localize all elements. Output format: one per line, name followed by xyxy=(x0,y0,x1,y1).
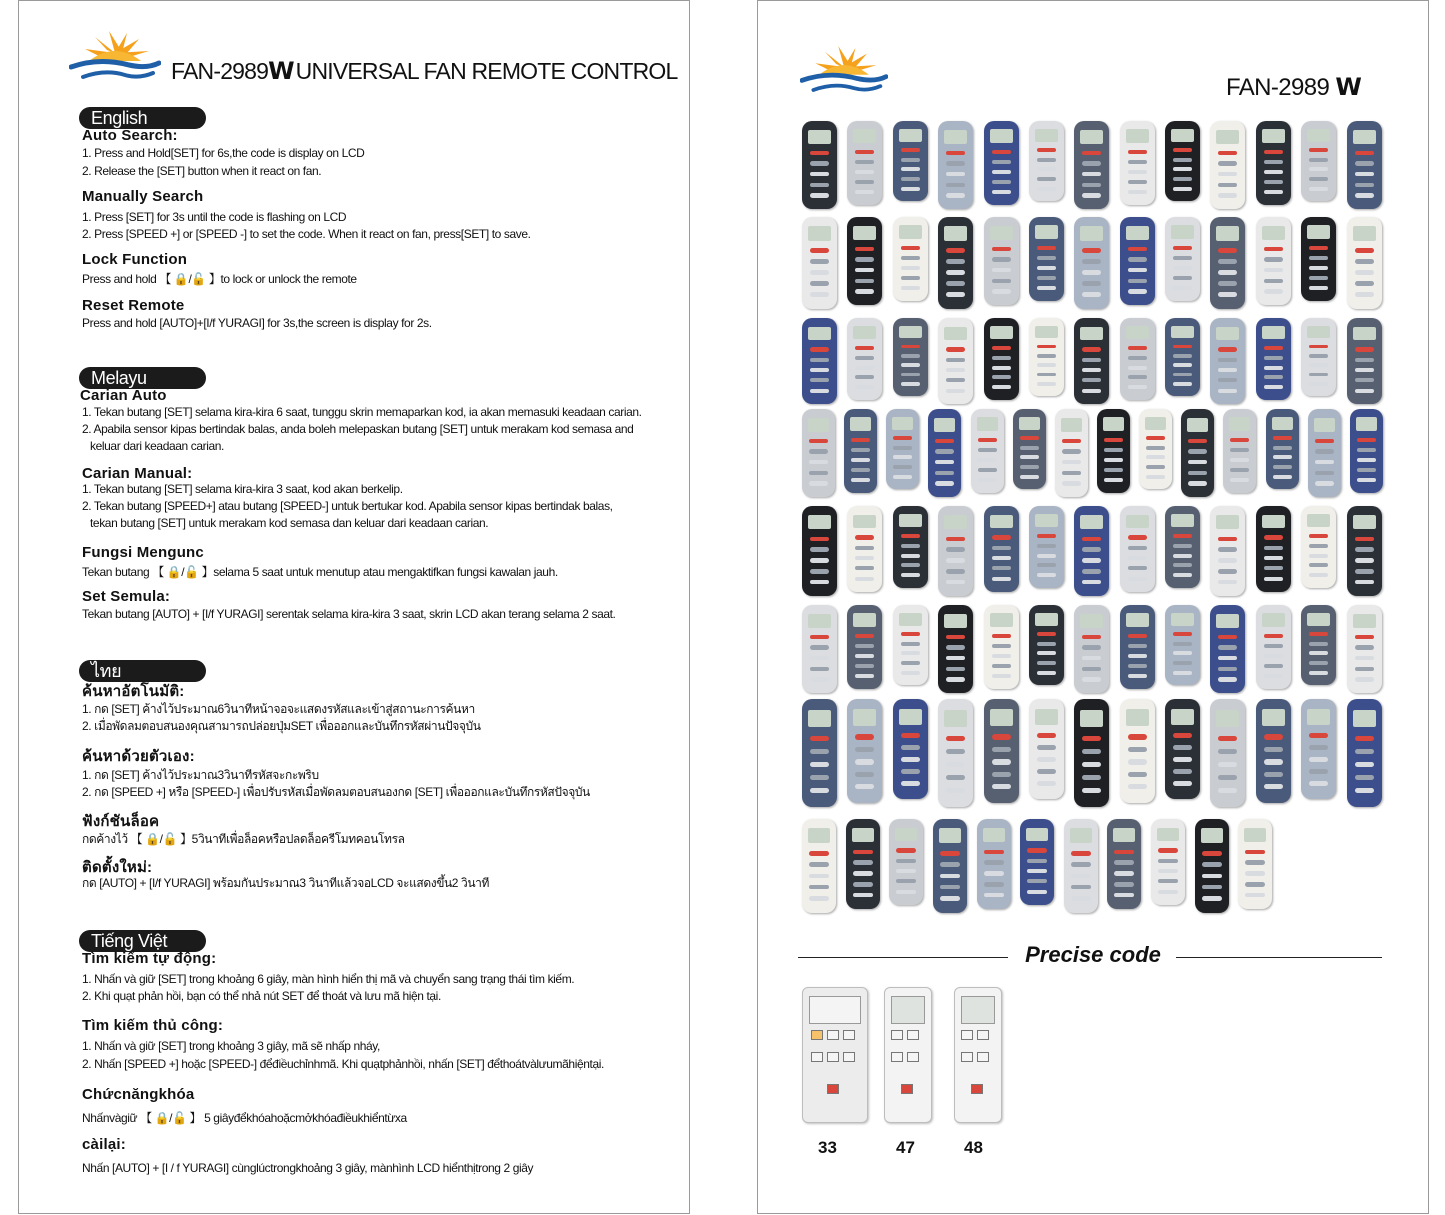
language-tab: ไทย xyxy=(79,660,206,682)
fan-remote-image xyxy=(802,506,837,596)
instruction-line: กดค้างไว้ 【 🔒/🔓 】5วินาทีเพื่อล็อคหรือปลดล็อครีโมทคอนโทรล xyxy=(82,832,405,846)
fan-remote-image xyxy=(847,121,882,205)
fan-remote-image xyxy=(1165,506,1200,588)
code-number: 47 xyxy=(896,1138,915,1157)
fan-remote-image xyxy=(984,605,1019,689)
section-heading: Fungsi Mengunc xyxy=(82,544,204,561)
instruction-line: 2. เมื่อพัดลมตอบสนองคุณสามารถปล่อยปุ่มSET เพื่อออกและบันทึกรหัสผ่านปัจจุบัน xyxy=(82,719,481,733)
fan-remote-image xyxy=(1210,217,1245,309)
fan-remote-image xyxy=(893,699,928,799)
fan-remote-image xyxy=(1074,605,1109,693)
fan-remote-image xyxy=(1350,409,1383,493)
fan-remote-image xyxy=(1029,217,1064,301)
section-heading: Set Semula: xyxy=(82,588,171,605)
manual-right-page xyxy=(757,0,1429,1214)
fan-remote-image xyxy=(984,699,1019,803)
fan-remote-image xyxy=(1301,121,1336,201)
fan-remote-image xyxy=(802,605,837,693)
instruction-line: 1. กด [SET] ค้างไว้ประมาณ3วินาทีรหัสจะกะพริบ xyxy=(82,768,319,782)
fan-remote-image xyxy=(847,318,882,400)
instruction-line: Nhấn [AUTO] + [I / f YURAGI] cùnglúctrongkhoảng 3 giây, mànhình LCD hiểnthịtrong 2 giây xyxy=(82,1161,534,1175)
fan-remote-image xyxy=(1266,409,1299,489)
fan-remote-image xyxy=(1120,699,1155,803)
fan-remote-image xyxy=(1074,217,1109,309)
fan-remote-image xyxy=(1301,506,1336,588)
fan-remote-image xyxy=(1210,699,1245,807)
remote-row xyxy=(802,819,1402,909)
code-number: 48 xyxy=(964,1138,983,1157)
fan-remote-image xyxy=(1064,819,1098,913)
remote-row xyxy=(802,217,1402,307)
fan-remote-image xyxy=(938,699,973,807)
fan-remote-image xyxy=(984,217,1019,305)
language-tab: English xyxy=(79,107,206,129)
fan-remote-image xyxy=(1256,121,1291,205)
remote-row xyxy=(802,409,1402,499)
fan-remote-image xyxy=(1347,121,1382,209)
fan-remote-image xyxy=(847,699,882,803)
instruction-line: 2. Tekan butang [SPEED+] atau butang [SPEED-] untuk bertukar kod. Apabila sensor kipas bertindak balas, xyxy=(82,499,613,513)
fan-remote-image xyxy=(1151,819,1185,905)
fan-remote-image xyxy=(984,121,1019,205)
fan-remote-image xyxy=(1301,217,1336,301)
fan-remote-image xyxy=(1055,409,1088,497)
fan-remote-image xyxy=(893,605,928,685)
fan-remote-image xyxy=(802,217,837,309)
fan-remote-image xyxy=(938,318,973,404)
instruction-line: 2. กด [SPEED +] หรือ [SPEED-] เพื่อปรับรหัสเมื่อพัดลมตอบสนองกด [SET] เพื่อออกและบันทึกรหัสปัจจุบัน xyxy=(82,785,590,799)
section-heading: Chứcnăngkhóa xyxy=(82,1086,195,1103)
instruction-line: 1. Tekan butang [SET] selama kira-kira 3 saat, kod akan berkelip. xyxy=(82,482,403,496)
fan-remote-image xyxy=(1181,409,1214,497)
fan-remote-image xyxy=(1256,605,1291,689)
fan-remote-image xyxy=(1195,819,1229,913)
fan-remote-image xyxy=(1238,819,1272,909)
instruction-line: 2. Release the [SET] button when it react on fan. xyxy=(82,164,322,178)
precise-code-remote xyxy=(884,987,932,1123)
fan-remote-image xyxy=(893,506,928,588)
fan-remote-image xyxy=(1029,605,1064,685)
fan-remote-image xyxy=(1210,318,1245,404)
fan-remote-image xyxy=(1210,506,1245,596)
fan-remote-image xyxy=(1301,605,1336,685)
fan-remote-image xyxy=(1347,605,1382,693)
section-heading: ค้นหาด้วยตัวเอง: xyxy=(82,748,195,765)
fan-remote-image xyxy=(802,121,837,209)
fan-remote-image xyxy=(847,605,882,689)
fan-remote-image xyxy=(1256,318,1291,400)
manual-left-page xyxy=(18,0,690,1214)
fan-remote-image xyxy=(1013,409,1046,489)
precise-code-remote xyxy=(954,987,1002,1123)
fan-remote-image xyxy=(1256,506,1291,592)
fan-remote-image xyxy=(889,819,923,905)
fan-remote-image xyxy=(938,506,973,596)
instruction-line: 1. Nhấn và giữ [SET] trong khoảng 6 giây, màn hình hiển thị mã và chuyển sang trạng thái tìm kiếm. xyxy=(82,972,575,986)
fan-remote-image xyxy=(928,409,961,497)
fan-remote-image xyxy=(1074,506,1109,596)
instruction-line: 1. Tekan butang [SET] selama kira-kira 6 saat, tunggu skrin memaparkan kod, ia akan memasuki keadaan carian. xyxy=(82,405,642,419)
fan-remote-image xyxy=(847,506,882,592)
fan-remote-image xyxy=(1139,409,1172,489)
section-heading: Manually Search xyxy=(82,188,204,205)
instruction-line: 1. กด [SET] ค้างไว้ประมาณ6วินาทีหน้าจอจะแสดงรหัสและเข้าสู่สถานะการค้นหา xyxy=(82,702,475,716)
fan-remote-image xyxy=(847,217,882,305)
fan-remote-image xyxy=(1347,506,1382,596)
fan-remote-image xyxy=(846,819,880,909)
fan-remote-image xyxy=(1256,217,1291,305)
section-heading: Lock Function xyxy=(82,251,188,268)
code-number: 33 xyxy=(818,1138,837,1157)
fan-remote-image xyxy=(893,217,928,301)
section-heading: Tìm kiếm thủ công: xyxy=(82,1017,224,1034)
fan-remote-image xyxy=(938,121,973,209)
section-heading: càilại: xyxy=(82,1136,126,1153)
fan-remote-image xyxy=(1210,605,1245,693)
section-heading: Tìm kiếm tự động: xyxy=(82,950,217,967)
fan-remote-image xyxy=(1120,506,1155,592)
fan-remote-image xyxy=(984,506,1019,592)
sun-wave-logo xyxy=(800,37,888,99)
fan-remote-image xyxy=(802,409,835,497)
instruction-line: tekan butang [SET] untuk merakam kod semasa dan keluar dari keadaan carian. xyxy=(90,516,489,530)
fan-remote-image xyxy=(1165,699,1200,799)
fan-remote-image xyxy=(1107,819,1141,909)
fan-remote-image xyxy=(1120,121,1155,205)
fan-remote-image xyxy=(1074,699,1109,807)
section-heading: ติดตั้งใหม่: xyxy=(82,859,153,876)
remote-row xyxy=(802,605,1402,695)
fan-remote-image xyxy=(1097,409,1130,493)
fan-remote-image xyxy=(977,819,1011,909)
section-heading: ฟังก์ชันล็อค xyxy=(82,813,160,830)
fan-remote-image xyxy=(1347,699,1382,807)
model-label: FAN-2989 W xyxy=(1226,73,1359,101)
fan-remote-image xyxy=(802,819,836,913)
fan-remote-image xyxy=(938,605,973,693)
remote-row xyxy=(802,699,1402,789)
instruction-line: Press and hold [AUTO]+[I/f YURAGI] for 3s,the screen is display for 2s. xyxy=(82,316,432,330)
fan-remote-image xyxy=(1120,217,1155,305)
fan-remote-image xyxy=(1029,699,1064,799)
fan-remote-image xyxy=(933,819,967,913)
section-heading: Carian Manual: xyxy=(82,465,193,482)
section-heading: Reset Remote xyxy=(82,297,185,314)
instruction-line: 2. Apabila sensor kipas bertindak balas, anda boleh melepaskan butang [SET] untuk merakam kod semasa and xyxy=(82,422,634,436)
language-tab: Melayu xyxy=(79,367,206,389)
fan-remote-image xyxy=(1120,605,1155,689)
fan-remote-image xyxy=(1074,121,1109,209)
fan-remote-image xyxy=(893,318,928,396)
brand-w-icon: W xyxy=(268,57,292,85)
fan-remote-image xyxy=(1256,699,1291,803)
section-heading: Carian Auto xyxy=(80,387,167,404)
instruction-line: Nhấnvàgiữ 【 🔒/🔓 】 5 giâyđểkhóahoặcmởkhóađiềukhiểntừxa xyxy=(82,1111,407,1125)
fan-remote-image xyxy=(1029,506,1064,588)
fan-remote-image xyxy=(886,409,919,489)
fan-remote-image xyxy=(802,699,837,807)
instruction-line: 2. Nhấn [SPEED +] hoặc [SPEED-] đểđiềuchỉnhmã. Khi quạtphảnhồi, nhấn [SET] đểthoátvàlưumãhiệntại. xyxy=(82,1057,604,1071)
instruction-line: 2. Khi quạt phản hồi, bạn có thể nhả nút SET để thoát và lưu mã hiện tại. xyxy=(82,989,441,1003)
sun-wave-logo xyxy=(69,23,161,85)
fan-remote-image xyxy=(1165,217,1200,301)
brand-w-icon: W xyxy=(1335,73,1359,101)
fan-remote-image xyxy=(844,409,877,493)
fan-remote-image xyxy=(971,409,1004,493)
precise-code-heading: Precise code xyxy=(1025,942,1161,967)
instruction-line: กด [AUTO] + [I/f YURAGI] พร้อมกันประมาณ3 วินาทีแล้วจอLCD จะแสดงขึ้น2 วินาที xyxy=(82,876,490,890)
section-heading: Auto Search: xyxy=(82,127,178,144)
remote-row xyxy=(802,506,1402,596)
instruction-line: 2. Press [SPEED +] or [SPEED -] to set the code. When it react on fan, press[SET] to save. xyxy=(82,227,531,241)
fan-remote-image xyxy=(1165,318,1200,396)
fan-remote-image xyxy=(1301,699,1336,799)
fan-remote-image xyxy=(893,121,928,201)
fan-remote-image xyxy=(1120,318,1155,400)
instruction-line: 1. Press and Hold[SET] for 6s,the code is display on LCD xyxy=(82,146,365,160)
remote-row xyxy=(802,318,1402,408)
divider xyxy=(1176,957,1382,958)
remote-row xyxy=(802,121,1402,211)
section-heading: ค้นหาอัตโนมัติ: xyxy=(82,683,185,700)
fan-remote-image xyxy=(1029,121,1064,201)
instruction-line: Press and hold 【 🔒/🔓 】to lock or unlock the remote xyxy=(82,272,357,286)
fan-remote-image xyxy=(1029,318,1064,396)
fan-remote-image xyxy=(1347,217,1382,309)
language-tab: Tiếng Việt xyxy=(79,930,206,952)
precise-code-remote xyxy=(802,987,868,1123)
fan-remote-image xyxy=(1301,318,1336,396)
fan-remote-image xyxy=(1210,121,1245,209)
fan-remote-image xyxy=(1347,318,1382,404)
fan-remote-image xyxy=(984,318,1019,400)
instruction-line: keluar dari keadaan carian. xyxy=(90,439,224,453)
page-title: FAN-2989W UNIVERSAL FAN REMOTE CONTROL xyxy=(171,57,678,85)
instruction-line: Tekan butang [AUTO] + [I/f YURAGI] serentak selama kira-kira 3 saat, skrin LCD akan terang selama 2 saat. xyxy=(82,607,616,621)
fan-remote-image xyxy=(1223,409,1256,493)
fan-remote-image xyxy=(1308,409,1341,497)
fan-remote-image xyxy=(1074,318,1109,404)
instruction-line: 1. Nhấn và giữ [SET] trong khoảng 3 giây, mã sẽ nhấp nháy, xyxy=(82,1039,380,1053)
fan-remote-image xyxy=(1165,121,1200,201)
fan-remote-image xyxy=(1020,819,1054,905)
instruction-line: 1. Press [SET] for 3s until the code is flashing on LCD xyxy=(82,210,347,224)
fan-remote-image xyxy=(938,217,973,309)
fan-remote-image xyxy=(802,318,837,404)
fan-remote-image xyxy=(1165,605,1200,685)
instruction-line: Tekan butang 【 🔒/🔓 】selama 5 saat untuk menutup atau mengaktifkan fungsi kawalan jauh. xyxy=(82,565,558,579)
